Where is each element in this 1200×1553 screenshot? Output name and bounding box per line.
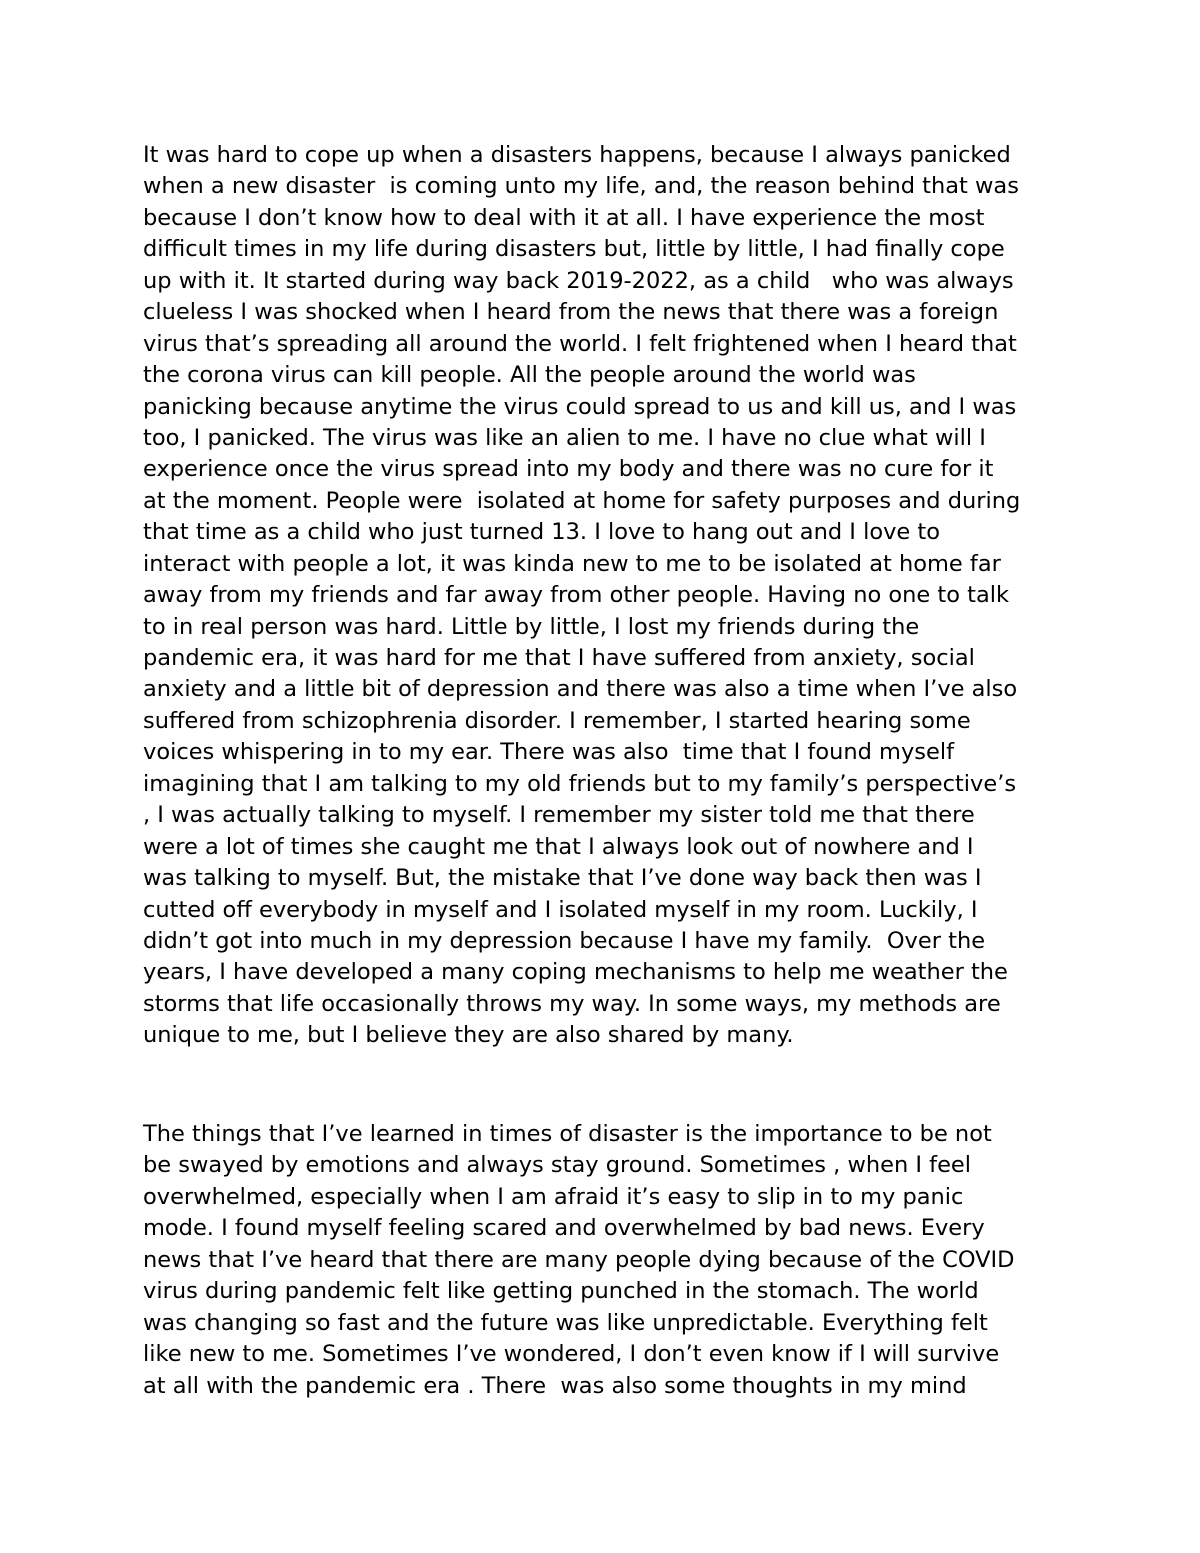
text-line: cutted off everybody in myself and I isolated myself in my room. Luckily, I: [143, 896, 978, 923]
text-line: , I was actually talking to myself. I remember my sister told me that there: [143, 802, 975, 829]
text-line: like new to me. Sometimes I’ve wondered, I don’t even know if I will survive: [143, 1341, 1000, 1368]
text-line: anxiety and a little bit of depression and there was also a time when I’ve also: [143, 676, 1018, 703]
paragraph-2: [143, 1119, 1083, 1402]
text-line: imagining that I am talking to my old friends but to my family’s perspective’s: [143, 770, 1017, 797]
text-line: overwhelmed, especially when I am afraid it’s easy to slip in to my panic: [143, 1183, 964, 1210]
text-line: were a lot of times she caught me that I always look out of nowhere and I: [143, 833, 974, 860]
text-line: when a new disaster is coming unto my life, and, the reason behind that was: [143, 173, 1019, 200]
paragraph-1: [143, 140, 1083, 1052]
text-line: years, I have developed a many coping mechanisms to help me weather the: [143, 959, 1008, 986]
text-line: virus that’s spreading all around the world. I felt frightened when I heard that: [143, 330, 1017, 357]
text-line: difficult times in my life during disasters but, little by little, I had finally cope: [143, 236, 1005, 263]
text-line: unique to me, but I believe they are also shared by many.: [143, 1022, 794, 1049]
text-line: panicking because anytime the virus could spread to us and kill us, and I was: [143, 393, 1017, 420]
text-line: the corona virus can kill people. All the people around the world was: [143, 362, 916, 389]
text-line: didn’t got into much in my depression because I have my family. Over the: [143, 927, 986, 954]
text-line: suffered from schizophrenia disorder. I remember, I started hearing some: [143, 707, 971, 734]
text-line: voices whispering in to my ear. There was also time that I found myself: [143, 739, 955, 766]
text-line: interact with people a lot, it was kinda new to me to be isolated at home far: [143, 550, 1001, 577]
text-line: storms that life occasionally throws my way. In some ways, my methods are: [143, 990, 1001, 1017]
text-line: away from my friends and far away from other people. Having no one to talk: [143, 582, 1010, 609]
text-line: clueless I was shocked when I heard from the news that there was a foreign: [143, 299, 999, 326]
text-line: up with it. It started during way back 2019-2022, as a child who was always: [143, 267, 1014, 294]
text-line: be swayed by emotions and always stay ground. Sometimes , when I feel: [143, 1152, 972, 1179]
text-line: news that I’ve heard that there are many people dying because of the COVID: [143, 1246, 1015, 1273]
text-line: experience once the virus spread into my body and there was no cure for it: [143, 456, 994, 483]
text-line: at all with the pandemic era . There was also some thoughts in my mind: [143, 1372, 967, 1399]
text-line: at the moment. People were isolated at home for safety purposes and during: [143, 487, 1021, 514]
text-line: that time as a child who just turned 13. I love to hang out and I love to: [143, 519, 940, 546]
text-line: pandemic era, it was hard for me that I have suffered from anxiety, social: [143, 645, 975, 671]
text-line: was changing so fast and the future was like unpredictable. Everything felt: [143, 1309, 988, 1336]
text-line: because I don’t know how to deal with it at all. I have experience the most: [143, 204, 985, 231]
text-line: mode. I found myself feeling scared and overwhelmed by bad news. Every: [143, 1215, 985, 1242]
text-line: virus during pandemic felt like getting punched in the stomach. The world: [143, 1278, 979, 1305]
text-line: too, I panicked. The virus was like an alien to me. I have no clue what will I: [143, 424, 986, 451]
text-line: was talking to myself. But, the mistake that I’ve done way back then was I: [143, 865, 982, 892]
text-line: to in real person was hard. Little by little, I lost my friends during the: [143, 613, 920, 640]
text-line: It was hard to cope up when a disasters happens, because I always panicked: [143, 142, 1011, 168]
text-line: The things that I’ve learned in times of disaster is the importance to be not: [143, 1121, 992, 1147]
